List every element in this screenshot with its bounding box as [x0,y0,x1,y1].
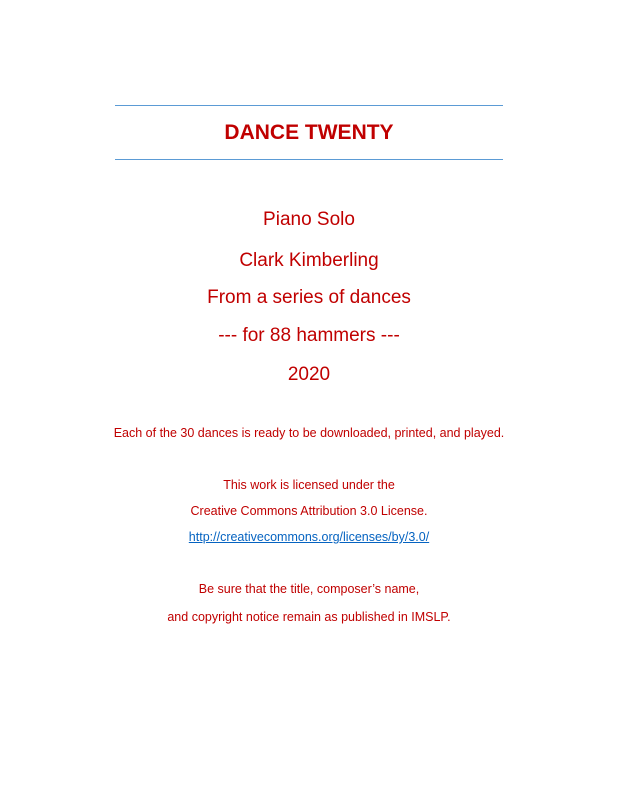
notice-line-1: Be sure that the title, composer’s name, [198,582,420,596]
license-line-1: This work is licensed under the [223,478,395,492]
series-subtitle: --- for 88 hammers --- [218,325,400,346]
title-bottom-rule [115,159,503,160]
series-label: From a series of dances [207,287,411,308]
title-top-rule [115,105,503,106]
notice-line-2: and copyright notice remain as published in IMSLP. [167,610,451,624]
license-link[interactable]: http://creativecommons.org/licenses/by/3.0/ [188,530,430,544]
instrument-label: Piano Solo [263,209,355,230]
composer-name: Clark Kimberling [239,250,379,271]
year-label: 2020 [287,364,331,385]
page-title: DANCE TWENTY [224,121,394,144]
license-link-row [0,528,618,546]
license-line-2: Creative Commons Attribution 3.0 License. [190,504,428,518]
download-note: Each of the 30 dances is ready to be downloaded, printed, and played. [113,426,505,440]
